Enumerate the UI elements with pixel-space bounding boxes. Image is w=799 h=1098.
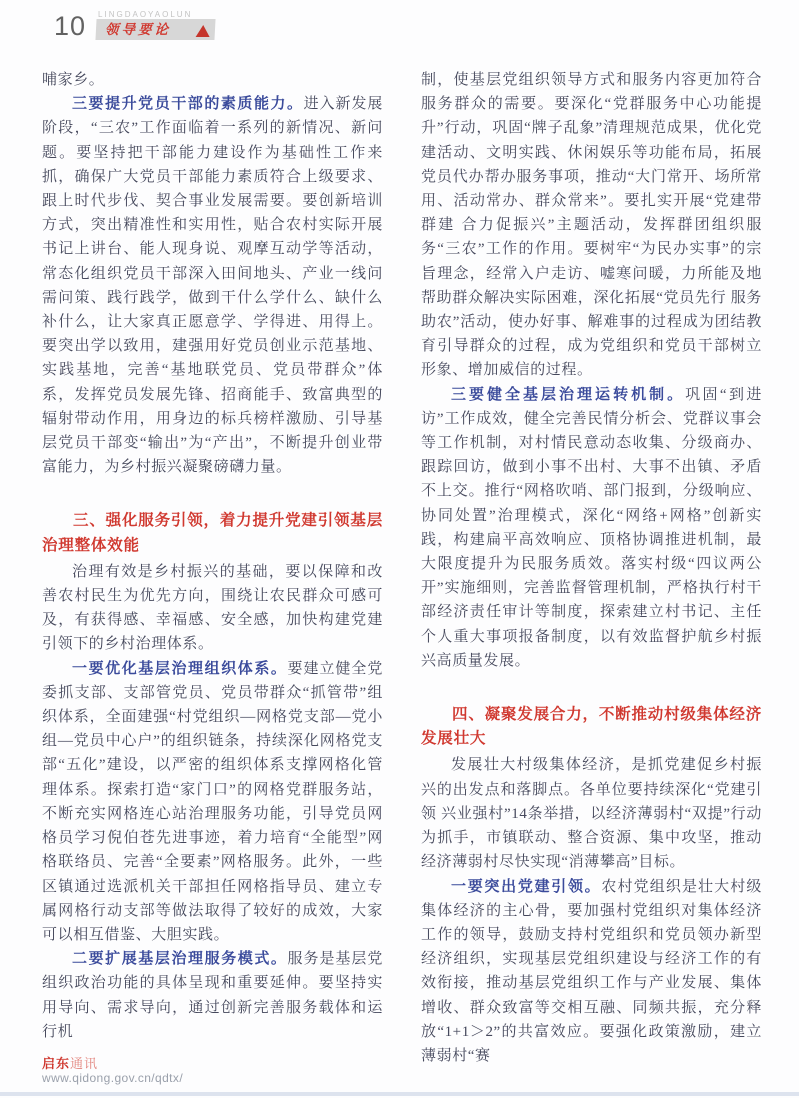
paragraph-with-lead: 二要扩展基层治理服务模式。服务是基层党组织政治功能的具体呈现和重要延伸。要坚持实用导向、需求导向，通过创新完善服务载体和运行机 (42, 951, 383, 1040)
page-footer (42, 1056, 183, 1086)
paragraph-lead: 三要健全基层治理运转机制。 (451, 386, 686, 403)
page-number: 10 (54, 11, 87, 41)
publication-url: www.qidong.gov.cn/qdtx/ (42, 1071, 184, 1085)
paragraph-with-lead: 一要优化基层治理组织体系。要建立健全党委抓支部、支部管党员、党员带群众“抓管带”组织体系，全面建强“村党组织—网格党支部—党小组—党员中心户”的组织链条，持续深化网格党支部“五化”建设，以严密的组织体系支撑网格化管理体系。探索打造“家门口”的网格党群服务站，不断充实网格连心站治理服务功能，引导党员网格员学习倪伯苍先进事迹，着力培育“全能型”网格联络员、完善“全要素”网格服务。此外，一些区镇通过选派机关干部担任网格指导员、建立专属网格行动支部等做法取得了较好的成效，大家可以相互借鉴、大胆实践。 (42, 660, 383, 943)
paragraph-with-lead: 一要突出党建引领。农村党组织是壮大村级集体经济的主心骨，要加强村党组织对集体经济工作的领导，鼓励支持村党组织和党员领办新型经济组织，实现基层党组织建设与经济工作的有效衔接，推动基层党组织工作与产业发展、集体增收、群众致富等交相互融、同频共振，充分释放“1+1＞2”的共富效应。要强化政策激励，建立薄弱村“赛 (421, 878, 762, 1064)
paragraph-with-lead: 三要健全基层治理运转机制。巩固“到进访”工作成效，健全完善民情分析会、党群议事会等工作机制，对村情民意动态收集、分级商办、跟踪回访，做到小事不出村、大事不出镇、矛盾不上交。推行“网格吹哨、部门报到，分级响应、协同处置”治理模式，深化“网络+网格”创新实践，构建扁平高效响应、顶格协调推进机制，最大限度提升为民服务质效。落实村级“四议两公开”实施细则，完善监督管理机制，严格执行村干部经济责任审计等制度，探索建立村书记、主任个人重大事项报备制度，以有效监督护航乡村振兴高质量发展。 (421, 386, 762, 669)
paragraph: 治理有效是乡村振兴的基础，要以保障和改善农村民生为优先方向，围绕让农民群众可感可及，有获得感、幸福感、安全感，加快构建党建引领下的乡村治理体系。 (42, 563, 383, 653)
article-body (0, 68, 799, 1068)
paragraph-lead: 一要突出党建引领。 (451, 878, 602, 895)
column-tag-label: 领导要论 (104, 22, 172, 37)
paragraph: 哺家乡。 (42, 72, 105, 88)
brand-name-secondary: 通讯 (70, 1056, 99, 1071)
paragraph-lead: 二要扩展基层治理服务模式。 (72, 951, 288, 968)
right-column (421, 68, 762, 1068)
paragraph-lead: 一要优化基层治理组织体系。 (72, 660, 288, 677)
section-heading: 三、强化服务引领，着力提升党建引领基层治理整体效能 (42, 512, 383, 554)
paragraph: 制，使基层党组织领导方式和服务内容更加符合服务群众的需要。要深化“党群服务中心功能提升”行动，巩固“牌子乱象”清理规范成果，优化党建活动、文明实践、休闲娱乐等功能布局，拓展党员代办帮办服务事项，推动“大门常开、场所常用、活动常办、群众常来”。要扎实开展“党建带群建 合力促振兴”主题活动，发挥群团组织服务“三农”工作的作用。要树牢“为民办实事”的宗旨理念，经常入户走访、嘘寒问暖，力所能及地帮助群众解决实际困难，深化拓展“党员先行 服务助农”活动，使办好事、解难事的过程成为团结教育引导群众的过程，成为党组织和党员干部树立形象、增加威信的过程。 (421, 72, 762, 379)
page-bottom-rule (0, 1092, 799, 1096)
column-tag-box (95, 19, 215, 40)
paragraph: 发展壮大村级集体经济，是抓党建促乡村振兴的出发点和落脚点。各单位要持续深化“党建引领 兴业强村”14条举措，以经济薄弱村“双提”行动为抓手，市镇联动、整合资源、集中攻坚，推动经济薄弱村尽快实现“消薄攀高”目标。 (421, 757, 762, 871)
column-tag (96, 10, 215, 40)
column-tag-pinyin: LINGDAOYAOLUN (98, 10, 193, 19)
publication-brand (42, 1056, 183, 1071)
red-triangle-icon (196, 25, 211, 37)
paragraph-with-lead: 三要提升党员干部的素质能力。进入新发展阶段，“三农”工作面临着一系列的新情况、新问题。要坚持把干部能力建设作为基础性工作来抓，确保广大党员干部能力素质符合上级要求、跟上时代步伐、契合事业发展需要。要创新培训方式，突出精准性和实用性，贴合农村实际开展书记上讲台、能人现身说、观摩互动学等活动，常态化组织党员干部深入田间地头、产业一线问需问策、践行践学，做到干什么学什么、缺什么补什么，让大家真正愿意学、学得进、用得上。要突出学以致用，建强用好党员创业示范基地、实践基地，完善“基地联党员、党员带群众”体系，发挥党员发展先锋、招商能手、致富典型的辐射带动作用，用身边的标兵榜样激励、引导基层党员干部变“输出”为“产出”，不断提升创业带富能力，为乡村振兴凝聚磅礴力量。 (42, 96, 383, 476)
page-header (0, 0, 799, 40)
left-column (42, 68, 383, 1068)
brand-name-primary: 启东 (42, 1056, 71, 1071)
paragraph-lead: 三要提升党员干部的素质能力。 (72, 96, 304, 113)
section-heading: 四、凝聚发展合力，不断推动村级集体经济发展壮大 (421, 706, 762, 748)
